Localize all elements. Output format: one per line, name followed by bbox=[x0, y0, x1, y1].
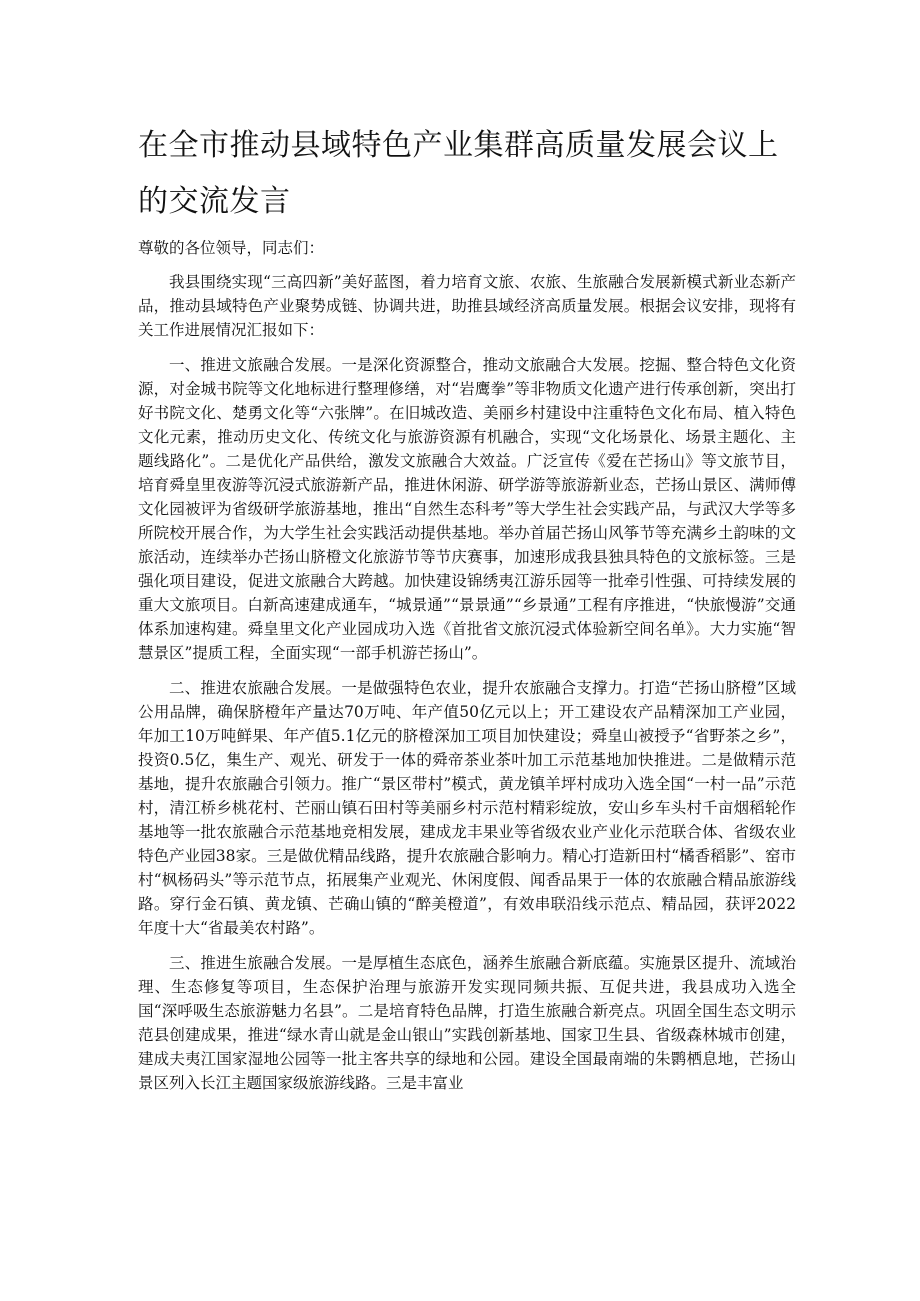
document-body bbox=[138, 270, 796, 1106]
paragraph-agri-tourism: 二、推进农旅融合发展。一是做强特色农业，提升农旅融合支撑力。打造“芒扬山脐橙”区域公用品牌，确保脐橙年产量达70万吨、年产值50亿元以上；开工建设农产品精深加工产业园，年加工10万吨鲜果、年产值5.1亿元的脐橙深加工项目加快建设；舜皇山被授予“省野茶之乡”，投资0.5亿，集生产、观光、研发于一体的舜帝茶业茶叶加工示范基地加快推进。二是做精示范基地，提升农旅融合引领力。推广“景区带村”模式，黄龙镇羊坪村成功入选全国“一村一品”示范村，清江桥乡桃花村、芒丽山镇石田村等美丽乡村示范村精彩绽放，安山乡车头村千亩烟稻轮作基地等一批农旅融合示范基地竞相发展，建成龙丰果业等省级农业产业化示范联合体、省级农业特色产业园38家。三是做优精品线路，提升农旅融合影响力。精心打造新田村“橘香稻影”、窑市村“枫杨码头”等示范节点，拓展集产业观光、休闲度假、闻香品果于一体的农旅融合精品旅游线路。穿行金石镇、黄龙镇、芒确山镇的“醉美橙道”，有效串联沿线示范点、精品园，获评2022年度十大“省最美农村路”。 bbox=[138, 679, 796, 937]
paragraph-intro: 我县围绕实现“三高四新”美好蓝图，着力培育文旅、农旅、生旅融合发展新模式新业态新产品，推动县域特色产业聚势成链、协调共进，助推县域经济高质量发展。根据会议安排，现将有关工作进展情况汇报如下： bbox=[138, 273, 796, 339]
salutation: 尊敬的各位领导，同志们： bbox=[138, 239, 325, 257]
paragraph-eco-tourism: 三、推进生旅融合发展。一是厚植生态底色，涵养生旅融合新底蕴。实施景区提升、流域治理、生态修复等项目，生态保护治理与旅游开发实现同频共振、互促共进，我县成功入选全国“深呼吸生态旅游魅力名县”。二是培育特色品牌，打造生旅融合新亮点。巩固全国生态文明示范县创建成果，推进“绿水青山就是金山银山”实践创新基地、国家卫生县、省级森林城市创建，建成夫夷江国家湿地公园等一批主客共享的绿地和公园。建设全国最南端的朱鹮栖息地，芒扬山景区列入长江主题国家级旅游线路。三是丰富业 bbox=[138, 954, 796, 1092]
document-title: 在全市推动县域特色产业集群高质量发展会议上的交流发言 bbox=[138, 128, 779, 219]
paragraph-culture-tourism: 一、推进文旅融合发展。一是深化资源整合，推动文旅融合大发展。挖掘、整合特色文化资源，对金城书院等文化地标进行整理修缮，对“岩鹰拳”等非物质文化遗产进行传承创新，突出打好书院文化、楚勇文化等“六张牌”。在旧城改造、美丽乡村建设中注重特色文化布局、植入特色文化元素，推动历史文化、传统文化与旅游资源有机融合，实现“文化场景化、场景主题化、主题线路化”。二是优化产品供给，激发文旅融合大效益。广泛宣传《爱在芒扬山》等文旅节目，培育舜皇里夜游等沉浸式旅游新产品，推进休闲游、研学游等旅游新业态，芒扬山景区、满师傅文化园被评为省级研学旅游基地，推出“自然生态科考”等大学生社会实践产品，与武汉大学等多所院校开展合作，为大学生社会实践活动提供基地。举办首届芒扬山风筝节等充满乡土韵味的文旅活动，连续举办芒扬山脐橙文化旅游节等节庆赛事，加速形成我县独具特色的文旅标签。三是强化项目建设，促进文旅融合大跨越。加快建设锦绣夷江游乐园等一批牵引性强、可持续发展的重大文旅项目。白新高速建成通车，“城景通”“景景通”“乡景通”工程有序推进，“快旅慢游”交通体系加速构建。舜皇里文化产业园成功入选《首批省文旅沉浸式体验新空间名单》。大力实施“智慧景区”提质工程，全面实现“一部手机游芒扬山”。 bbox=[138, 356, 796, 662]
